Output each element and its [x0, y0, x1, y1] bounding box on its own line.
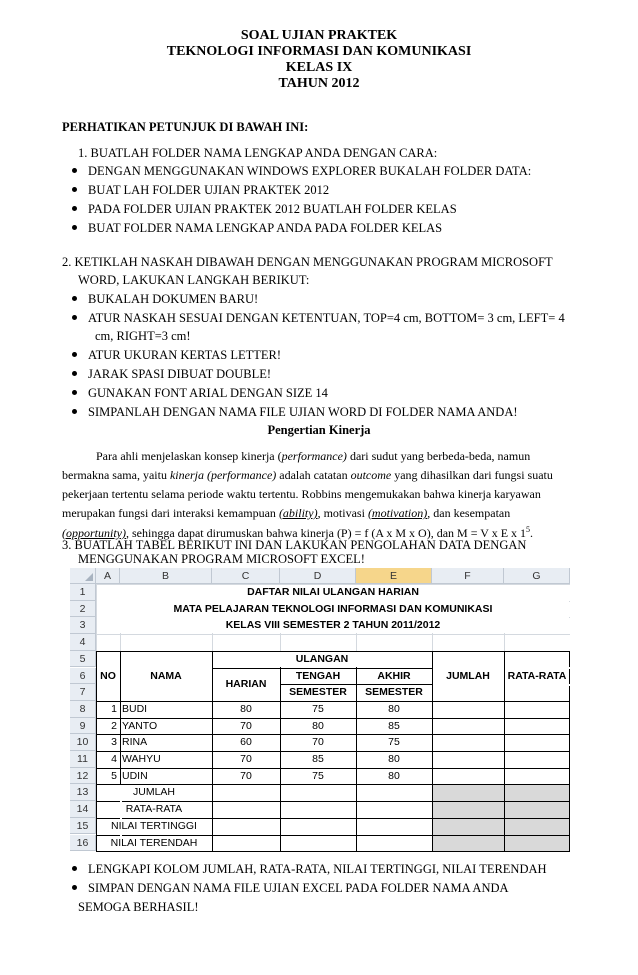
row-header-13[interactable]: 13: [70, 784, 96, 801]
cell-harian[interactable]: 70: [240, 769, 252, 782]
select-all-icon: [85, 573, 93, 581]
title-line-4: TAHUN 2012: [278, 76, 360, 91]
cell-harian[interactable]: 60: [240, 736, 252, 749]
article-line-1: [96, 449, 530, 464]
column-header-e[interactable]: E: [356, 568, 432, 584]
bullet-icon: [72, 206, 77, 211]
select-all-corner[interactable]: [70, 568, 96, 584]
article-text: .: [530, 526, 534, 540]
final-item: [72, 881, 509, 896]
section1-item-text: DENGAN MENGGUNAKAN WINDOWS EXPLORER BUKALAH FOLDER DATA:: [88, 164, 532, 178]
title-line-3: KELAS IX: [285, 60, 353, 75]
closing-text: SEMOGA BERHASIL!: [78, 900, 199, 914]
bullet-icon: [72, 352, 77, 357]
sheet-title-1[interactable]: DAFTAR NILAI ULANGAN HARIAN: [247, 586, 419, 598]
column-header-b[interactable]: B: [120, 568, 212, 584]
column-header-d[interactable]: D: [280, 568, 356, 584]
cell-harian[interactable]: 80: [240, 702, 252, 715]
section2-item-text: SIMPANLAH DENGAN NAMA FILE UJIAN WORD DI FOLDER NAMA ANDA!: [88, 405, 518, 419]
row-header-14[interactable]: 14: [70, 801, 96, 818]
cell-nama[interactable]: UDIN: [122, 769, 148, 782]
table-border: [96, 851, 570, 852]
article-italic: outcome: [350, 468, 392, 482]
article-text: Para ahli menjelaskan konsep kinerja (: [96, 449, 282, 463]
cell-no[interactable]: 1: [111, 702, 117, 715]
bullet-icon: [72, 409, 77, 414]
section3-title-1: 3. BUATLAH TABEL BERIKUT INI DAN LAKUKAN PENGOLAHAN DATA DENGAN: [62, 538, 527, 552]
cell-nama[interactable]: WAHYU: [122, 753, 161, 765]
bullet-icon: [72, 885, 77, 890]
article-underline: (ability): [278, 506, 318, 520]
article-underline: (opportunity): [62, 526, 126, 540]
section1-item-text: BUAT FOLDER NAMA LENGKAP ANDA PADA FOLDER KELAS: [88, 221, 443, 235]
row-header-3[interactable]: 3: [70, 617, 96, 634]
title-line-2: TEKNOLOGI INFORMASI DAN KOMUNIKASI: [166, 44, 472, 59]
title-line-1: SOAL UJIAN PRAKTEK: [240, 28, 398, 43]
header-semester-tengah[interactable]: SEMESTER: [289, 686, 347, 699]
cell-tengah[interactable]: 85: [312, 753, 324, 765]
bullet-icon: [72, 225, 77, 230]
section1-item: [72, 164, 531, 179]
cell-harian[interactable]: 70: [240, 753, 252, 765]
article-text: bermakna sama, yaitu: [62, 468, 170, 482]
header-jumlah[interactable]: JUMLAH: [446, 669, 490, 682]
header-rata-rata[interactable]: RATA-RATA: [507, 669, 567, 682]
article-text: , motivasi: [317, 506, 368, 520]
cell-harian[interactable]: 70: [240, 719, 252, 732]
section2-item: [72, 292, 258, 307]
cell-akhir[interactable]: 80: [388, 769, 400, 782]
bullet-icon: [72, 296, 77, 301]
row-header-8[interactable]: 8: [70, 701, 96, 718]
section1-item: [72, 202, 457, 217]
column-header-g[interactable]: G: [504, 568, 570, 584]
section2-item-text: ATUR NASKAH SESUAI DENGAN KETENTUAN, TOP=4 cm, BOTTOM= 3 cm, LEFT= 4: [88, 311, 565, 325]
header-semester-akhir[interactable]: SEMESTER: [365, 686, 423, 699]
article-text: merupakan fungsi dari interaksi kemampuan: [62, 506, 279, 520]
cell-akhir[interactable]: 75: [388, 736, 400, 749]
bullet-icon: [72, 390, 77, 395]
bullet-icon: [72, 168, 77, 173]
footer-label[interactable]: NILAI TERTINGGI: [111, 819, 197, 832]
row-header-7[interactable]: 7: [70, 684, 96, 701]
column-header-c[interactable]: C: [212, 568, 280, 584]
header-ulangan[interactable]: ULANGAN: [295, 652, 349, 665]
section1-item-text: PADA FOLDER UJIAN PRAKTEK 2012 BUATLAH FOLDER KELAS: [88, 202, 457, 216]
article-italic: performance): [281, 449, 347, 463]
section2-item: [72, 348, 281, 363]
gridline: [96, 634, 570, 635]
cell-nama[interactable]: YANTO: [122, 719, 158, 732]
cell-nama[interactable]: BUDI: [122, 702, 148, 715]
bullet-icon: [72, 187, 77, 192]
section2-item-continuation: cm, RIGHT=3 cm!: [95, 329, 191, 343]
section1-item: [72, 183, 329, 198]
section2-item-text: GUNAKAN FONT ARIAL DENGAN SIZE 14: [88, 386, 328, 400]
row-header-4[interactable]: 4: [70, 634, 96, 651]
row-header-9[interactable]: 9: [70, 718, 96, 735]
cell-no[interactable]: 4: [111, 753, 117, 765]
section2-item: [72, 405, 518, 420]
header-nama[interactable]: NAMA: [150, 669, 182, 682]
section2-title-2: WORD, LAKUKAN LANGKAH BERIKUT:: [78, 273, 310, 287]
article-text: dari sudut yang berbeda-beda, namun: [346, 449, 531, 463]
header-akhir[interactable]: AKHIR: [377, 669, 411, 682]
column-header-a[interactable]: A: [96, 568, 120, 584]
section1-title: 1. BUATLAH FOLDER NAMA LENGKAP ANDA DENGAN CARA:: [78, 146, 438, 160]
article-title: Pengertian Kinerja: [267, 423, 371, 437]
bullet-icon: [72, 371, 77, 376]
cell-tengah[interactable]: 75: [312, 702, 324, 715]
cell-akhir[interactable]: 80: [388, 702, 400, 715]
cell-akhir[interactable]: 85: [388, 719, 400, 732]
article-superscript: 5: [526, 525, 531, 534]
final-item-text: LENGKAPI KOLOM JUMLAH, RATA-RATA, NILAI TERTINGGI, NILAI TERENDAH: [88, 862, 547, 876]
cell-tengah[interactable]: 75: [312, 769, 324, 782]
header-harian[interactable]: HARIAN: [225, 677, 267, 690]
section2-item: [72, 311, 565, 326]
cell-no[interactable]: 2: [111, 719, 117, 732]
article-italic: kinerja (performance): [169, 468, 277, 482]
instructions-heading: PERHATIKAN PETUNJUK DI BAWAH INI:: [62, 120, 309, 134]
final-item-text: SIMPAN DENGAN NAMA FILE UJIAN EXCEL PADA FOLDER NAMA ANDA: [88, 881, 509, 895]
section3-title-2: MENGGUNAKAN PROGRAM MICROSOFT EXCEL!: [78, 552, 365, 566]
row-header-2[interactable]: 2: [70, 601, 96, 618]
bullet-icon: [72, 866, 77, 871]
row-header-15[interactable]: 15: [70, 818, 96, 835]
row-header-11[interactable]: 11: [70, 751, 96, 768]
section2-item: [72, 386, 328, 401]
cell-tengah[interactable]: 70: [312, 736, 324, 749]
header-no[interactable]: NO: [100, 669, 116, 682]
article-line-3: pekerjaan tertentu selama periode waktu tertentu. Robbins mengemukakan bahwa kinerja karyawan: [62, 487, 541, 501]
final-item: [72, 862, 547, 877]
row-header-6[interactable]: 6: [70, 668, 96, 685]
bullet-icon: [72, 315, 77, 320]
section2-item: [72, 367, 271, 382]
footer-label[interactable]: RATA-RATA: [125, 803, 183, 816]
row-header-16[interactable]: 16: [70, 835, 96, 852]
sheet-title-3[interactable]: KELAS VIII SEMESTER 2 TAHUN 2011/2012: [225, 619, 441, 632]
cell-nama[interactable]: RINA: [122, 736, 148, 749]
row-header-10[interactable]: 10: [70, 734, 96, 751]
header-tengah[interactable]: TENGAH: [295, 669, 341, 682]
cell-no[interactable]: 3: [111, 736, 117, 749]
sheet-title-2[interactable]: MATA PELAJARAN TEKNOLOGI INFORMASI DAN KOMUNIKASI: [173, 602, 493, 615]
row-header-12[interactable]: 12: [70, 768, 96, 785]
article-text: , dan kesempatan: [427, 506, 511, 520]
section1-item-text: BUAT LAH FOLDER UJIAN PRAKTEK 2012: [88, 183, 330, 197]
footer-label[interactable]: NILAI TERENDAH: [110, 836, 198, 849]
section2-item-text: ATUR UKURAN KERTAS LETTER!: [88, 348, 282, 362]
footer-label[interactable]: JUMLAH: [132, 786, 175, 799]
article-text: adalah catatan: [276, 468, 351, 482]
section2-item-text: BUKALAH DOKUMEN BARU!: [88, 292, 259, 306]
article-text: , sehingga dapat dirumuskan bahwa kinerja (P) = f (A x M x O), dan M = V x E x 1: [126, 526, 527, 540]
excel-sheet: [70, 568, 570, 852]
section1-item: [72, 221, 442, 236]
article-underline: (motivation): [367, 506, 428, 520]
article-line-4: [62, 506, 510, 521]
column-header-f[interactable]: F: [432, 568, 504, 584]
section2-title-1: 2. KETIKLAH NASKAH DIBAWAH DENGAN MENGGUNAKAN PROGRAM MICROSOFT: [62, 255, 553, 269]
row-header-5[interactable]: 5: [70, 651, 96, 668]
cell-akhir[interactable]: 80: [388, 753, 400, 765]
cell-tengah[interactable]: 80: [312, 719, 324, 732]
cell-no[interactable]: 5: [111, 769, 117, 782]
article-text: yang dihasilkan dari fungsi suatu: [391, 468, 553, 482]
row-header-1[interactable]: 1: [70, 584, 96, 601]
article-line-2: [62, 468, 553, 483]
section2-item-text: JARAK SPASI DIBUAT DOUBLE!: [88, 367, 272, 381]
